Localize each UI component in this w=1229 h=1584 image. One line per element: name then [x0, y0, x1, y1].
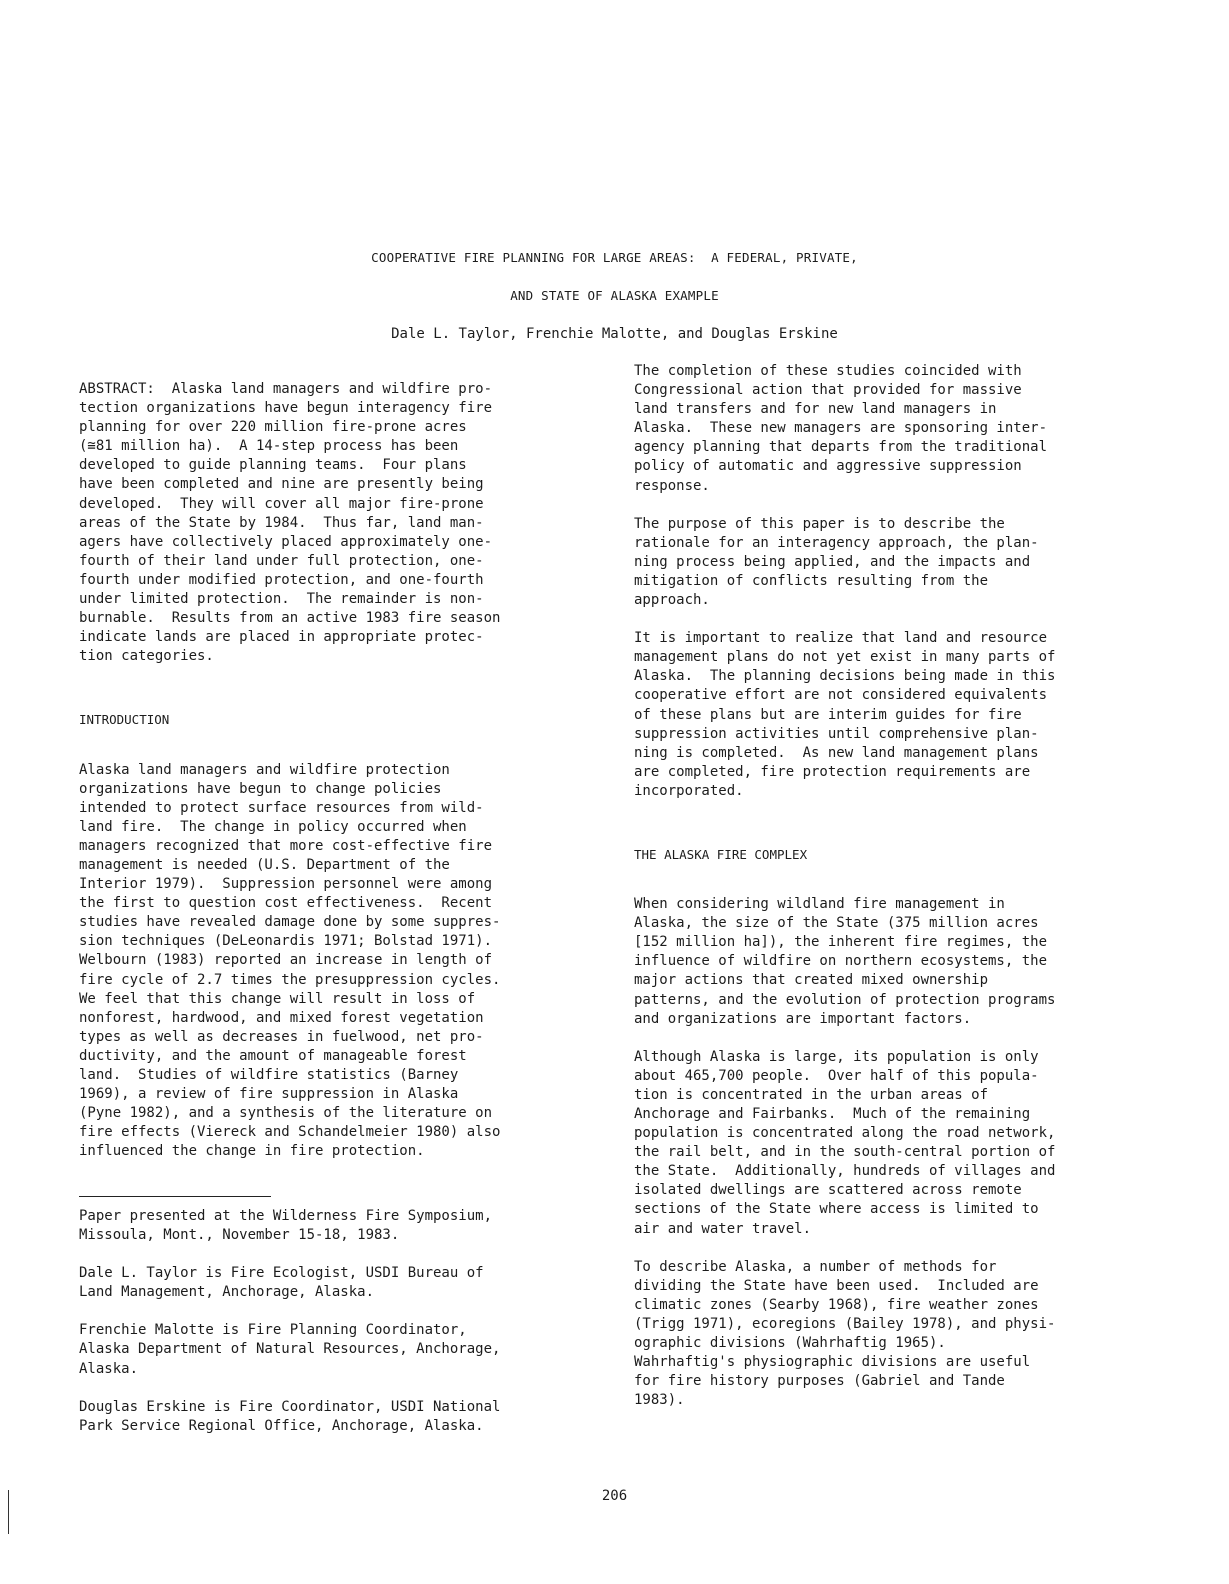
text-line: Alaska. The planning decisions being made in this [634, 668, 1056, 685]
section-heading-alaska-fire-complex: THE ALASKA FIRE COMPLEX [634, 846, 808, 862]
abstract-line: developed. They will cover all major fire-prone [79, 495, 484, 512]
text-line: Congressional action that provided for massive [634, 382, 1022, 399]
text-line: It is important to realize that land and resource [634, 630, 1048, 647]
text-line: fire cycle of 2.7 times the presuppression cycles. [79, 971, 501, 988]
abstract-line: indicate lands are placed in appropriate protec- [79, 629, 484, 646]
section-heading-introduction: INTRODUCTION [79, 712, 170, 728]
footnote-line: Frenchie Malotte is Fire Planning Coordinator, [79, 1322, 467, 1339]
left-column [79, 380, 574, 1161]
text-line: for fire history purposes (Gabriel and Tande [634, 1373, 1005, 1390]
text-line: the State. Additionally, hundreds of villages and [634, 1163, 1056, 1180]
text-line: nonforest, hardwood, and mixed forest vegetation [79, 1009, 484, 1026]
text-line: Anchorage and Fairbanks. Much of the remaining [634, 1106, 1031, 1122]
text-line: To describe Alaska, a number of methods for [634, 1258, 997, 1275]
abstract-line: have been completed and nine are presently being [79, 476, 484, 493]
author-line: Dale L. Taylor, Frenchie Malotte, and Douglas Erskine [391, 326, 838, 342]
paragraph [634, 895, 1129, 1029]
paragraph [634, 362, 1129, 496]
text-line: Wahrhaftig's physiographic divisions are useful [634, 1354, 1031, 1371]
text-line: sion techniques (DeLeonardis 1971; Bolstad 1971). [79, 933, 493, 950]
text-line: intended to protect surface resources from wild- [79, 799, 484, 816]
text-line: fire effects (Viereck and Schandelmeier 1980) also [79, 1124, 501, 1141]
text-line: dividing the State have been used. Included are [634, 1277, 1039, 1294]
footnote-line: Dale L. Taylor is Fire Ecologist, USDI Bureau of [79, 1265, 484, 1282]
footnote-line: Paper presented at the Wilderness Fire Symposium, [79, 1208, 493, 1224]
footnote-line: Alaska Department of Natural Resources, Anchorage, [79, 1341, 501, 1358]
text-line: land. Studies of wildfire statistics (Barney [79, 1067, 459, 1083]
abstract-line: fourth under modified protection, and one-fourth [79, 571, 484, 588]
text-line: are completed, fire protection requirements are [634, 763, 1031, 780]
abstract-line: planning for over 220 million fire-prone acres [79, 419, 467, 436]
abstract-line: burnable. Results from an active 1983 fire season [79, 610, 501, 627]
text-line: major actions that created mixed ownership [634, 972, 989, 989]
text-line: ning is completed. As new land management plans [634, 744, 1039, 761]
paper-title-line-2: AND STATE OF ALASKA EXAMPLE [510, 288, 719, 303]
footnote [79, 1321, 574, 1378]
footnote-divider [79, 1196, 271, 1197]
text-line: isolated dwellings are scattered across remote [634, 1182, 1022, 1199]
text-line: influence of wildfire on northern ecosystems, the [634, 953, 1048, 970]
text-line: managers recognized that more cost-effective fire [79, 837, 493, 854]
text-line: We feel that this change will result in loss of [79, 990, 476, 1007]
paragraph [634, 1048, 1129, 1239]
text-line: Welbourn (1983) reported an increase in length of [79, 952, 493, 969]
text-line: The completion of these studies coincided with [634, 363, 1022, 379]
text-line: climatic zones (Searby 1968), fire weather zones [634, 1296, 1039, 1313]
right-column [634, 362, 1129, 1410]
introduction-paragraph [79, 761, 574, 1162]
abstract [79, 380, 574, 666]
text-line: (Pyne 1982), and a synthesis of the literature on [79, 1105, 493, 1122]
text-line: management plans do not yet exist in many parts of [634, 649, 1056, 666]
text-line: organizations have begun to change policies [79, 780, 442, 797]
text-line: land transfers and for new land managers in [634, 401, 997, 418]
text-line: When considering wildland fire management in [634, 896, 1005, 913]
text-line: (Trigg 1971), ecoregions (Bailey 1978), and physi- [634, 1315, 1056, 1332]
text-line: 1969), a review of fire suppression in Alaska [79, 1086, 459, 1103]
text-line: approach. [634, 592, 710, 609]
abstract-line: agers have collectively placed approximately one- [79, 533, 493, 550]
abstract-line: areas of the State by 1984. Thus far, land man- [79, 514, 484, 531]
footnote-line: Park Service Regional Office, Anchorage, Alaska. [79, 1417, 484, 1434]
page-number: 206 [601, 1488, 628, 1504]
text-line: The purpose of this paper is to describe the [634, 515, 1005, 532]
text-line: population is concentrated along the road network, [634, 1125, 1056, 1142]
footnote [79, 1264, 574, 1302]
abstract-line: developed to guide planning teams. Four plans [79, 457, 467, 474]
text-line: policy of automatic and aggressive suppression [634, 458, 1022, 475]
text-line: ographic divisions (Wahrhaftig 1965). [634, 1335, 946, 1352]
abstract-line: (≅81 million ha). A 14-step process has been [79, 438, 459, 455]
text-line: cooperative effort are not considered equivalents [634, 687, 1048, 704]
footnote-line: Douglas Erskine is Fire Coordinator, USDI National [79, 1398, 501, 1415]
text-line: about 465,700 people. Over half of this popula- [634, 1067, 1039, 1084]
text-line: patterns, and the evolution of protection programs [634, 991, 1056, 1008]
footnote-line: Missoula, Mont., November 15-18, 1983. [79, 1227, 400, 1244]
text-line: types as well as decreases in fuelwood, net pro- [79, 1028, 484, 1045]
text-line: Alaska, the size of the State (375 million acres [634, 915, 1039, 932]
text-line: mitigation of conflicts resulting from the [634, 572, 989, 589]
text-line: sections of the State where access is limited to [634, 1201, 1039, 1218]
text-line: studies have revealed damage done by some suppres- [79, 914, 501, 931]
footnote [79, 1398, 574, 1436]
abstract-line: under limited protection. The remainder is non- [79, 591, 484, 608]
text-line: the first to question cost effectiveness. Recent [79, 895, 493, 912]
footnote [79, 1207, 574, 1245]
text-line: suppression activities until comprehensive plan- [634, 725, 1039, 742]
text-line: of these plans but are interim guides for fire [634, 706, 1022, 723]
text-line: ning process being applied, and the impacts and [634, 553, 1031, 570]
abstract-line: tion categories. [79, 648, 214, 665]
text-line: land fire. The change in policy occurred when [79, 818, 467, 835]
text-line: and organizations are important factors. [634, 1010, 972, 1027]
text-line: response. [634, 477, 710, 494]
text-line: air and water travel. [634, 1220, 812, 1237]
text-line: management is needed (U.S. Department of the [79, 856, 450, 873]
text-line: tion is concentrated in the urban areas of [634, 1086, 989, 1103]
text-line: the rail belt, and in the south-central portion of [634, 1144, 1056, 1161]
text-line: agency planning that departs from the traditional [634, 439, 1048, 456]
paragraph [634, 1258, 1129, 1411]
scan-edge-mark [8, 1490, 9, 1534]
text-line: [152 million ha]), the inherent fire regimes, the [634, 934, 1048, 951]
text-line: influenced the change in fire protection. [79, 1143, 425, 1160]
text-line: incorporated. [634, 782, 744, 799]
text-line: Alaska land managers and wildfire protection [79, 761, 450, 778]
footnote-line: Alaska. [79, 1360, 139, 1377]
paragraph [634, 515, 1129, 610]
footnote-line: Land Management, Anchorage, Alaska. [79, 1284, 375, 1301]
paper-title-line-1: COOPERATIVE FIRE PLANNING FOR LARGE AREAS: A FEDERAL, PRIVATE, [371, 250, 858, 265]
paragraph [634, 629, 1129, 801]
text-line: ductivity, and the amount of manageable forest [79, 1047, 467, 1064]
text-line: Although Alaska is large, its population is only [634, 1048, 1039, 1065]
text-line: Interior 1979). Suppression personnel were among [79, 876, 493, 893]
abstract-line: ABSTRACT: Alaska land managers and wildfire pro- [79, 381, 493, 397]
text-line: rationale for an interagency approach, the plan- [634, 534, 1039, 551]
abstract-line: tection organizations have begun interagency fire [79, 400, 493, 417]
text-line: Alaska. These new managers are sponsoring inter- [634, 420, 1048, 437]
footnotes [79, 1207, 574, 1436]
text-line: 1983). [634, 1392, 685, 1409]
abstract-line: fourth of their land under full protection, one- [79, 552, 484, 569]
